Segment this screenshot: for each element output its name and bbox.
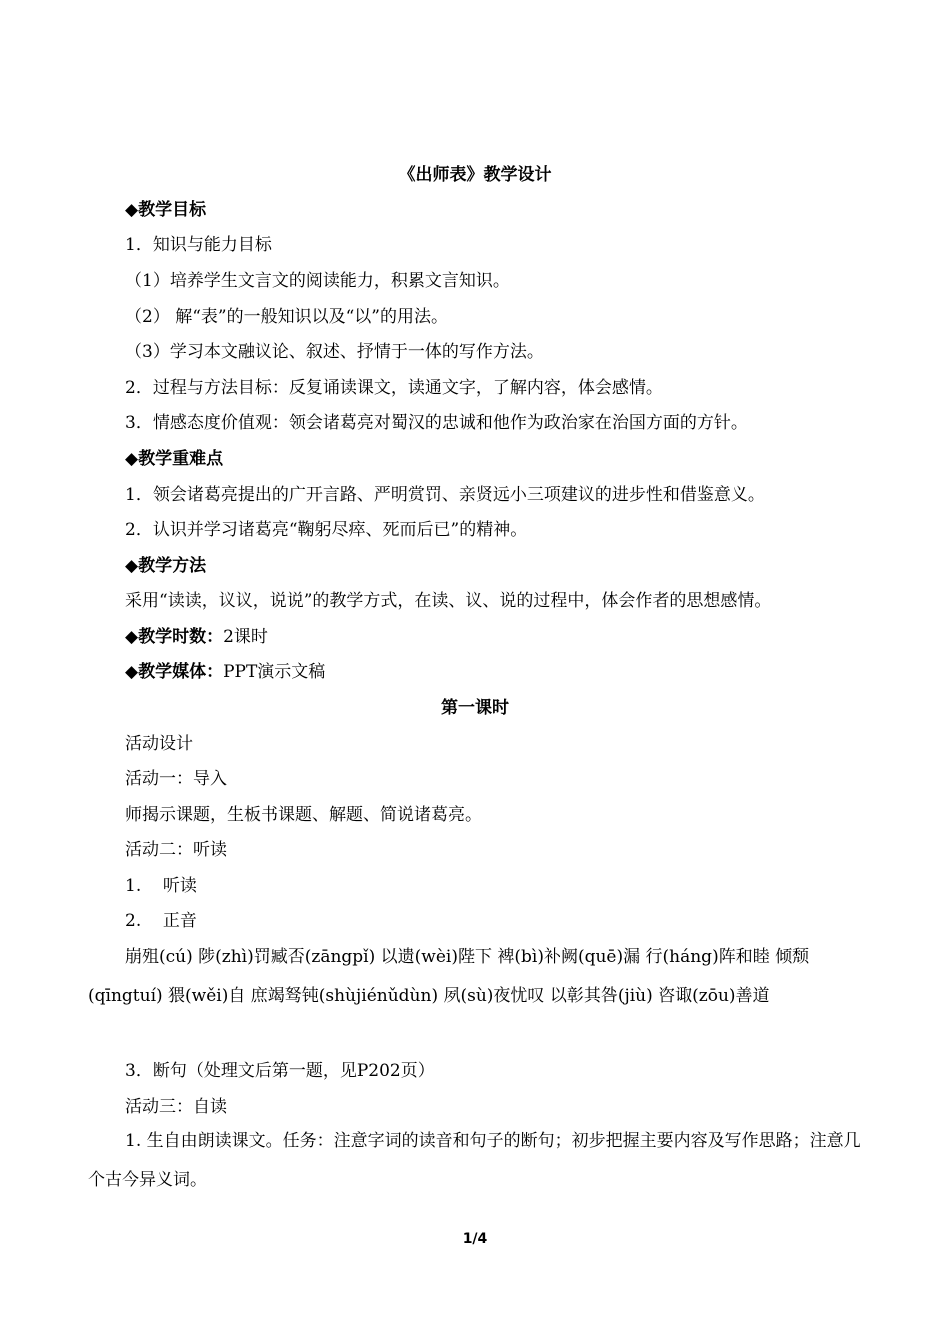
teaching-media-label: ◆教学媒体： [125,662,224,682]
objective-item-3: 3．情感态度价值观：领会诸葛亮对蜀汉的忠诚和他作为政治家在治国方面的方针。 [125,413,748,433]
objectives-heading: ◆教学目标 [125,200,207,220]
teaching-hours-label: ◆教学时数： [125,627,224,647]
teaching-media-value: PPT演示文稿 [223,662,326,682]
activity-two-title: 活动二：听读 [125,840,227,860]
activity-design-label: 活动设计 [125,734,193,754]
page-number: 1/4 [462,1231,488,1247]
objective-item-1: 1．知识与能力目标 [125,235,272,255]
difficulty-item-1: 1．领会诸葛亮提出的广开言路、严明赏罚、亲贤远小三项建议的进步性和借鉴意义。 [125,485,765,505]
method-text: 采用“读读，议议，说说”的教学方式，在读、议、说的过程中，体会作者的思想感情。 [125,591,772,611]
activity-two-step-1: 1. 听读 [125,876,197,896]
activity-three-title: 活动三：自读 [125,1097,227,1117]
pronunciation-list: 崩殂(cú) 陟(zhì)罚臧否(zāngpǐ) 以遗(wèi)陛下 裨(bì)补阙(quē)漏 行(háng)阵和睦 倾颓(qīngtuí) 猥(wěi)自 庶竭驽钝(shùjiénǔdùn) 夙(sù)夜忧叹 以彰其咎(jiù) 咨诹(zōu)善道 [88,947,810,1006]
activity-one-title: 活动一：导入 [125,769,227,789]
teaching-hours-value: 2课时 [223,627,268,647]
teaching-hours [125,626,268,648]
objective-sub-3: （3）学习本文融议论、叙述、抒情于一体的写作方法。 [125,342,544,362]
objective-sub-2: （2） 解“表”的一般知识以及“以”的用法。 [125,307,448,327]
objective-item-2: 2．过程与方法目标：反复诵读课文，读通文字，了解内容，体会感情。 [125,378,663,398]
activity-two-step-2: 2. 正音 [125,911,197,931]
activity-two-step-3: 3．断句（处理文后第一题，见P202页） [125,1061,435,1081]
document-title: 《出师表》教学设计 [398,165,552,185]
lesson-one-heading: 第一课时 [441,698,509,718]
difficulties-heading: ◆教学重难点 [125,449,224,469]
activity-one-text: 师揭示课题，生板书课题、解题、简说诸葛亮。 [125,805,482,825]
objective-sub-1: （1）培养学生文言文的阅读能力，积累文言知识。 [125,271,510,291]
activity-three-text: 1. 生自由朗读课文。任务：注意字词的读音和句子的断句；初步把握主要内容及写作思路；注意几个古今异义词。 [88,1131,861,1190]
teaching-media [125,661,325,683]
method-heading: ◆教学方法 [125,556,207,576]
difficulty-item-2: 2．认识并学习诸葛亮“鞠躬尽瘁、死而后已”的精神。 [125,520,528,540]
